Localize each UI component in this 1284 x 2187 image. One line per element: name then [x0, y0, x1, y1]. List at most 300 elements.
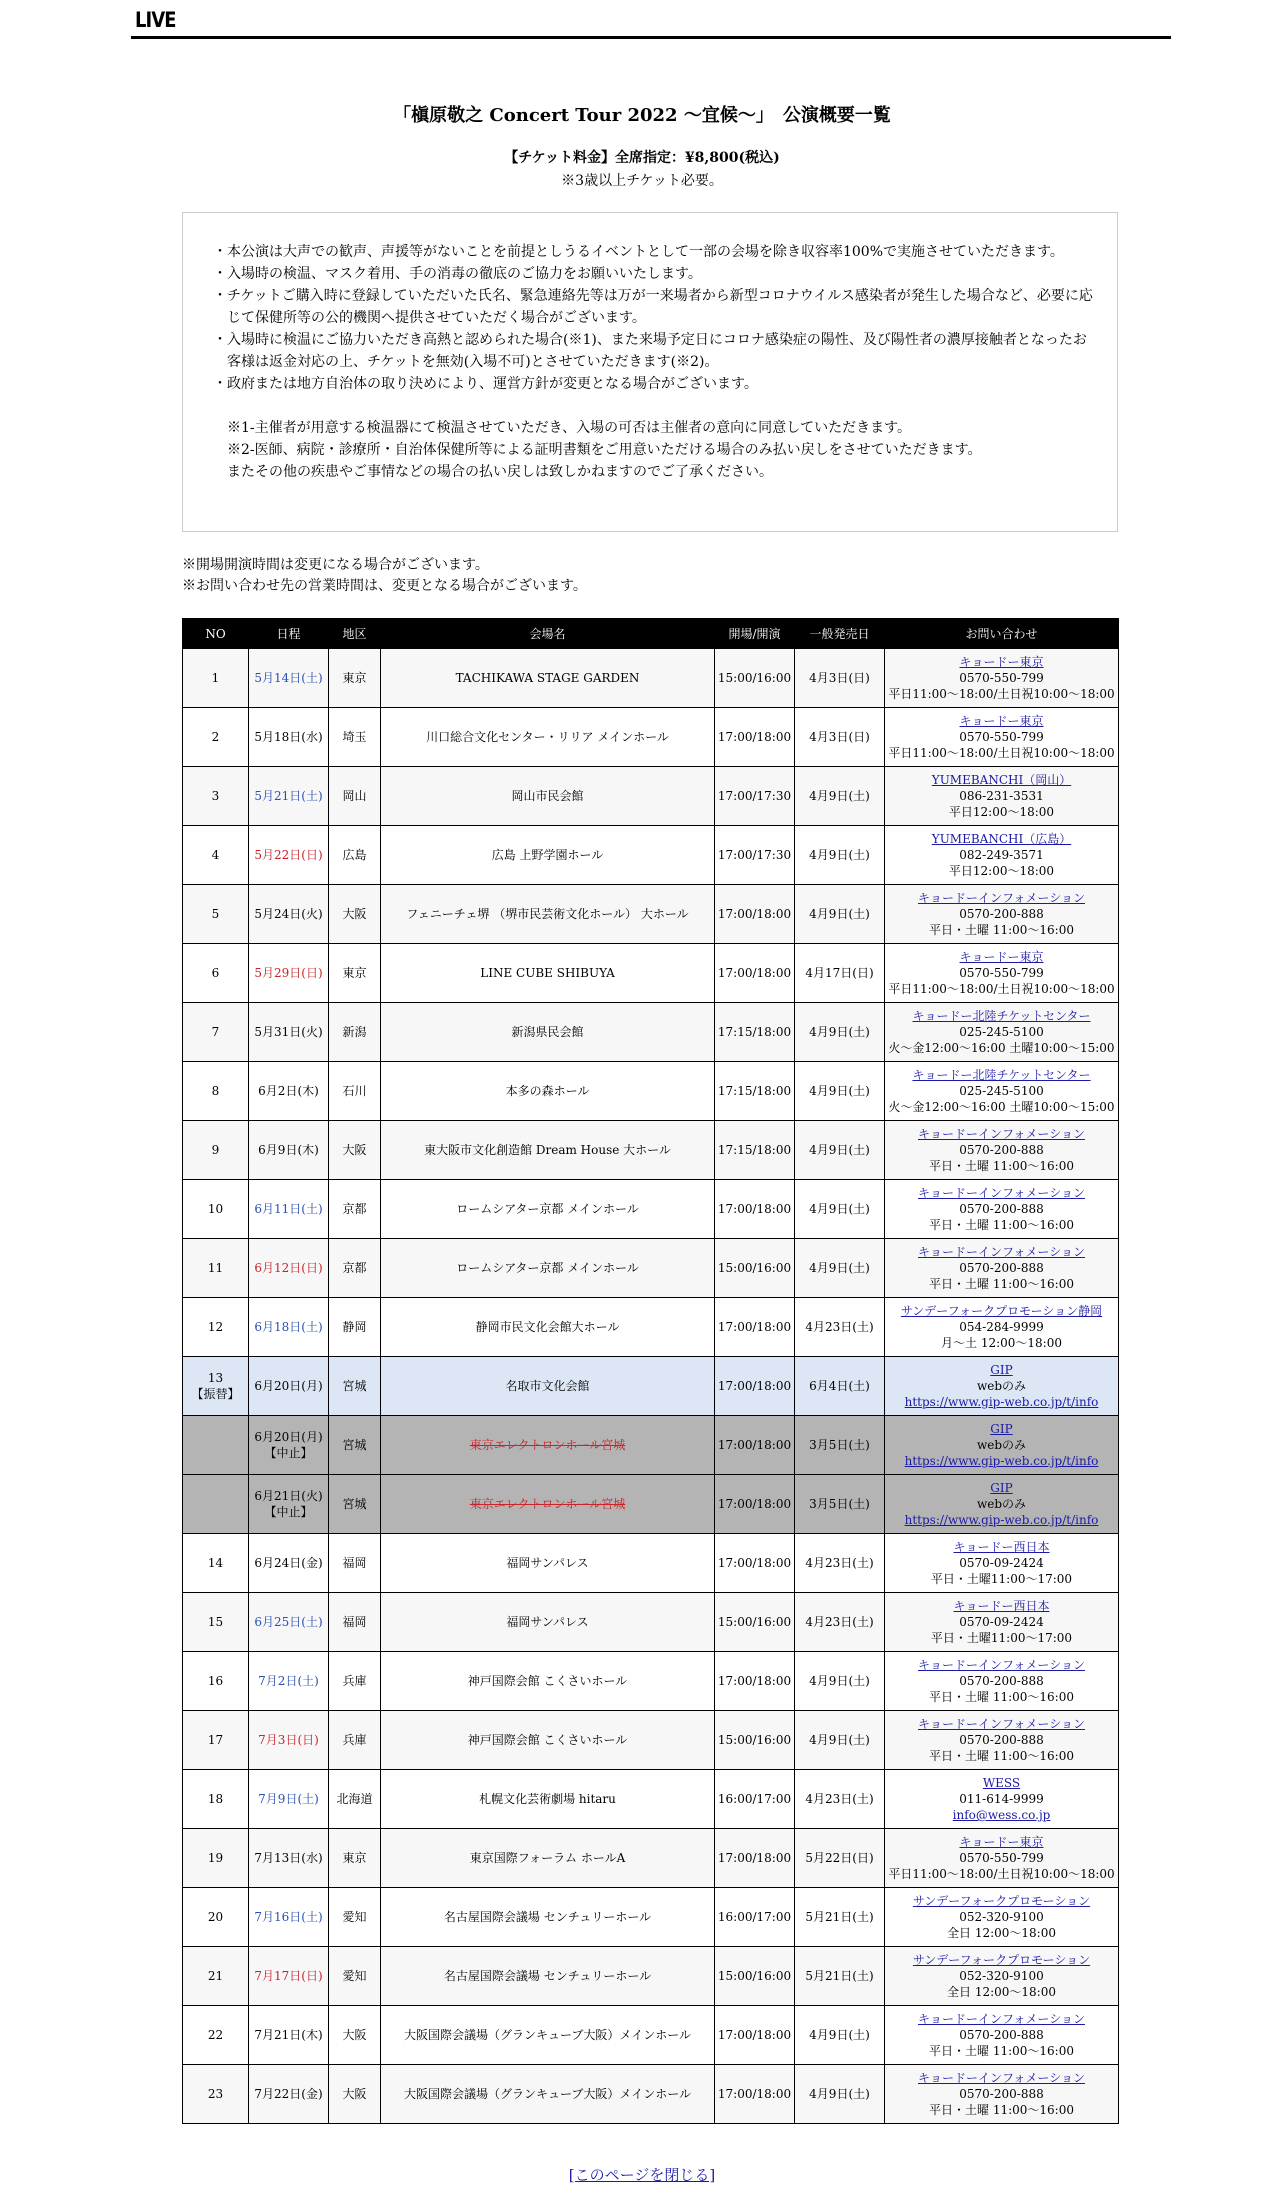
cell-date	[249, 1298, 329, 1357]
note-line: ※お問い合わせ先の営業時間は、変更となる場合がございます。	[182, 578, 587, 594]
cell-sale-date: 4月23日(土)	[795, 1593, 885, 1652]
col-header-area: 地区	[329, 619, 381, 649]
contact-link[interactable]: キョードーインフォメーション	[918, 2012, 1085, 2026]
row-number: 22	[207, 2028, 224, 2042]
cell-date	[249, 1652, 329, 1711]
row-number: 16	[207, 1674, 224, 1688]
venue-name: LINE CUBE SHIBUYA	[480, 966, 615, 980]
cell-area: 東京	[329, 649, 381, 708]
contact-link[interactable]: キョードーインフォメーション	[918, 1658, 1085, 1672]
cell-venue	[381, 767, 715, 826]
contact-tel: 0570-550-799	[959, 1851, 1044, 1865]
contact-hours: 平日・土曜11:00～17:00	[930, 1631, 1073, 1645]
cell-date	[249, 1593, 329, 1652]
contact-name	[887, 831, 1116, 847]
cell-sale-date: 3月5日(土)	[795, 1416, 885, 1475]
cell-time: 17:00/18:00	[715, 1829, 795, 1888]
contact-hours: 平日12:00～18:00	[948, 805, 1055, 819]
contact-link[interactable]: キョードー東京	[959, 714, 1044, 728]
contact-link[interactable]: キョードー東京	[959, 655, 1044, 669]
note-line: ※開場開演時間は変更になる場合がございます。	[182, 557, 489, 573]
cell-area: 石川	[329, 1062, 381, 1121]
venue-name: ロームシアター京都 メインホール	[456, 1202, 639, 1216]
date-text: 6月11日(土)	[254, 1202, 323, 1216]
cell-venue	[381, 2065, 715, 2124]
venue-name: 岡山市民会館	[511, 789, 584, 803]
cell-contact	[885, 1003, 1119, 1062]
cell-sale-date: 4月9日(土)	[795, 1062, 885, 1121]
contact-link[interactable]: キョードーインフォメーション	[918, 1186, 1085, 1200]
notice-box	[182, 212, 1118, 532]
cell-venue	[381, 1829, 715, 1888]
venue-name: 広島 上野学園ホール	[491, 848, 604, 862]
cell-contact	[885, 1239, 1119, 1298]
cell-time: 15:00/16:00	[715, 649, 795, 708]
contact-name	[887, 1539, 1116, 1555]
venue-name: ロームシアター京都 メインホール	[456, 1261, 639, 1275]
date-status: 【中止】	[264, 1505, 313, 1519]
table-row	[183, 1121, 1119, 1180]
notice-item: ・入場時の検温、マスク着用、手の消毒の徹底のご協力をお願いいたします。	[213, 266, 702, 282]
contact-hours	[887, 1807, 1116, 1823]
cell-no	[183, 826, 249, 885]
cell-area: 大阪	[329, 885, 381, 944]
contact-name	[887, 772, 1116, 788]
contact-hours: 平日11:00～18:00/土日祝10:00～18:00	[888, 746, 1115, 760]
cell-sale-date: 4月3日(日)	[795, 708, 885, 767]
cell-area: 兵庫	[329, 1652, 381, 1711]
date-text: 5月24日(火)	[254, 907, 323, 921]
contact-tel: 0570-200-888	[959, 1674, 1044, 1688]
cell-contact	[885, 885, 1119, 944]
date-text: 6月9日(木)	[258, 1143, 319, 1157]
cell-area: 愛知	[329, 1888, 381, 1947]
cell-venue	[381, 944, 715, 1003]
cell-no	[183, 649, 249, 708]
cell-date	[249, 1711, 329, 1770]
cell-no	[183, 1711, 249, 1770]
cell-no	[183, 1829, 249, 1888]
venue-name: 本多の森ホール	[505, 1084, 590, 1098]
live-logo[interactable]: LIVE	[135, 8, 176, 32]
cell-no	[183, 1416, 249, 1475]
cell-contact	[885, 767, 1119, 826]
close-page-link[interactable]: [このページを閉じる]	[568, 2166, 716, 2184]
cell-no	[183, 1770, 249, 1829]
cell-area: 京都	[329, 1180, 381, 1239]
cell-contact	[885, 2065, 1119, 2124]
row-number: 1	[211, 671, 220, 685]
contact-hours: 平日・土曜 11:00～16:00	[929, 1159, 1074, 1173]
cell-sale-date: 4月9日(土)	[795, 767, 885, 826]
cell-venue	[381, 2006, 715, 2065]
col-header-date: 日程	[249, 619, 329, 649]
cell-no	[183, 1534, 249, 1593]
contact-tel: 0570-550-799	[959, 671, 1044, 685]
cell-area: 東京	[329, 1829, 381, 1888]
cell-sale-date: 4月23日(土)	[795, 1534, 885, 1593]
contact-tel: 0570-550-799	[959, 730, 1044, 744]
table-row	[183, 1003, 1119, 1062]
table-row	[183, 1298, 1119, 1357]
cell-venue	[381, 708, 715, 767]
row-number: 3	[211, 789, 220, 803]
table-row	[183, 708, 1119, 767]
cell-time: 17:00/18:00	[715, 1180, 795, 1239]
spacer	[213, 395, 1097, 417]
cell-sale-date: 4月9日(土)	[795, 1711, 885, 1770]
date-text: 5月31日(火)	[254, 1025, 323, 1039]
contact-tel: webのみ	[976, 1438, 1027, 1452]
notice-footnote: ※1-主催者が用意する検温器にて検温させていただき、入場の可否は主催者の意向に同意していただきます。	[227, 420, 911, 436]
contact-link[interactable]: WESS	[982, 1776, 1021, 1790]
notice-footnote: ※2-医師、病院・診療所・自治体保健所等による証明書類をご用意いただける場合のみ払い戻しをさせていただきます。	[227, 442, 982, 458]
cell-sale-date: 4月23日(土)	[795, 1770, 885, 1829]
cell-sale-date: 4月17日(日)	[795, 944, 885, 1003]
contact-link[interactable]: キョードー東京	[959, 1835, 1044, 1849]
contact-web-link[interactable]: https://www.gip-web.co.jp/t/info	[904, 1513, 1099, 1527]
cell-time: 17:15/18:00	[715, 1121, 795, 1180]
cell-no	[183, 2065, 249, 2124]
venue-name: 福岡サンパレス	[506, 1556, 589, 1570]
cell-venue	[381, 649, 715, 708]
cell-contact	[885, 1711, 1119, 1770]
cell-time: 17:00/17:30	[715, 767, 795, 826]
contact-link[interactable]: YUMEBANCHI（岡山）	[931, 773, 1072, 787]
contact-hours: 平日・土曜 11:00～16:00	[929, 1690, 1074, 1704]
schedule-body	[183, 649, 1119, 2124]
cell-time: 15:00/16:00	[715, 1711, 795, 1770]
table-row	[183, 1593, 1119, 1652]
cell-no	[183, 1593, 249, 1652]
contact-link[interactable]: キョードーインフォメーション	[918, 1717, 1085, 1731]
cell-area: 広島	[329, 826, 381, 885]
venue-name: 福岡サンパレス	[506, 1615, 589, 1629]
row-number: 9	[211, 1143, 220, 1157]
table-row	[183, 1770, 1119, 1829]
table-row	[183, 2065, 1119, 2124]
contact-hours: 平日・土曜 11:00～16:00	[929, 1218, 1074, 1232]
contact-hours: 平日・土曜11:00～17:00	[930, 1572, 1073, 1586]
cell-contact	[885, 1947, 1119, 2006]
row-number: 12	[207, 1320, 224, 1334]
cell-time: 17:00/17:30	[715, 826, 795, 885]
venue-name: 東大阪市文化創造館 Dream House 大ホール	[424, 1143, 671, 1157]
cell-venue	[381, 1888, 715, 1947]
cell-venue	[381, 1652, 715, 1711]
cell-venue	[381, 1062, 715, 1121]
contact-hours	[887, 1512, 1116, 1528]
cell-contact	[885, 1121, 1119, 1180]
cell-venue	[381, 1947, 715, 2006]
cell-contact	[885, 1888, 1119, 1947]
table-row	[183, 767, 1119, 826]
cell-no	[183, 1062, 249, 1121]
contact-link[interactable]: YUMEBANCHI（広島）	[931, 832, 1072, 846]
cell-date	[249, 2065, 329, 2124]
cell-no	[183, 1475, 249, 1534]
cell-date	[249, 708, 329, 767]
cell-date	[249, 885, 329, 944]
cell-date	[249, 2006, 329, 2065]
row-number: 11	[207, 1261, 224, 1275]
cell-time: 15:00/16:00	[715, 1593, 795, 1652]
table-row	[183, 2006, 1119, 2065]
cell-venue	[381, 885, 715, 944]
venue-name: 名古屋国際会議場 センチュリーホール	[443, 1969, 652, 1983]
cell-no	[183, 2006, 249, 2065]
contact-web-link[interactable]: https://www.gip-web.co.jp/t/info	[904, 1395, 1099, 1409]
cell-area: 埼玉	[329, 708, 381, 767]
cell-contact	[885, 1416, 1119, 1475]
cell-no	[183, 1357, 249, 1416]
contact-link[interactable]: サンデーフォークプロモーション	[912, 1953, 1091, 1967]
cell-time: 17:00/18:00	[715, 2065, 795, 2124]
contact-link[interactable]: サンデーフォークプロモーション	[912, 1894, 1091, 1908]
cell-contact	[885, 649, 1119, 708]
cell-contact	[885, 1062, 1119, 1121]
date-text: 5月14日(土)	[254, 671, 323, 685]
cell-date	[249, 1357, 329, 1416]
table-row	[183, 1711, 1119, 1770]
cell-date	[249, 1888, 329, 1947]
cell-sale-date: 4月9日(土)	[795, 1003, 885, 1062]
date-text: 7月9日(土)	[258, 1792, 319, 1806]
cell-time: 17:00/18:00	[715, 1357, 795, 1416]
row-number: 7	[211, 1025, 220, 1039]
cell-no	[183, 708, 249, 767]
contact-hours: 平日・土曜 11:00～16:00	[929, 923, 1074, 937]
contact-name	[887, 890, 1116, 906]
cell-sale-date: 4月9日(土)	[795, 826, 885, 885]
cell-contact	[885, 1593, 1119, 1652]
contact-tel: 052-320-9100	[959, 1969, 1044, 1983]
cell-area: 北海道	[329, 1770, 381, 1829]
contact-tel: 0570-200-888	[959, 907, 1044, 921]
cell-sale-date: 3月5日(土)	[795, 1475, 885, 1534]
contact-name	[887, 1952, 1116, 1968]
cell-contact	[885, 1534, 1119, 1593]
close-page-area	[0, 2164, 1284, 2185]
cell-date	[249, 1770, 329, 1829]
date-text: 7月16日(土)	[254, 1910, 323, 1924]
venue-name: フェニーチェ堺 （堺市民芸術文化ホール） 大ホール	[406, 907, 689, 921]
cell-venue	[381, 1239, 715, 1298]
cell-area: 宮城	[329, 1416, 381, 1475]
notice-item: ・政府または地方自治体の取り決めにより、運営方針が変更となる場合がございます。	[213, 376, 758, 392]
row-number: 19	[207, 1851, 224, 1865]
cell-no	[183, 1003, 249, 1062]
contact-link[interactable]: キョードー西日本	[953, 1599, 1050, 1613]
table-row	[183, 1239, 1119, 1298]
row-number: 8	[211, 1084, 220, 1098]
venue-name: 大阪国際会議場（グランキューブ大阪）メインホール	[404, 2028, 691, 2042]
page-title: 「槇原敬之 Concert Tour 2022 ～宜候～」 公演概要一覧	[393, 105, 891, 126]
cell-no	[183, 1298, 249, 1357]
cell-sale-date: 4月9日(土)	[795, 2006, 885, 2065]
row-number: 2	[211, 730, 220, 744]
venue-name: 名取市文化会館	[505, 1379, 590, 1393]
contact-link[interactable]: キョードー西日本	[953, 1540, 1050, 1554]
cell-venue	[381, 826, 715, 885]
contact-name	[887, 713, 1116, 729]
contact-link[interactable]: キョードー東京	[959, 950, 1044, 964]
cell-area: 大阪	[329, 2065, 381, 2124]
contact-tel: 0570-09-2424	[959, 1615, 1044, 1629]
contact-link[interactable]: GIP	[990, 1481, 1013, 1495]
contact-hours	[887, 1453, 1116, 1469]
contact-name	[887, 2070, 1116, 2086]
col-header-venue: 会場名	[381, 619, 715, 649]
contact-link[interactable]: キョードー北陸チケットセンター	[912, 1068, 1091, 1082]
cell-date	[249, 1416, 329, 1475]
cell-sale-date: 4月9日(土)	[795, 2065, 885, 2124]
contact-web-link[interactable]: info@wess.co.jp	[952, 1808, 1051, 1822]
contact-link[interactable]: キョードーインフォメーション	[918, 1245, 1085, 1259]
cell-date	[249, 649, 329, 708]
contact-web-link[interactable]: https://www.gip-web.co.jp/t/info	[904, 1454, 1099, 1468]
cell-date	[249, 1475, 329, 1534]
site-header	[131, 0, 1171, 39]
row-number: 15	[207, 1615, 224, 1629]
row-number: 6	[211, 966, 220, 980]
table-header-row	[183, 619, 1119, 649]
contact-hours: 全日 12:00～18:00	[947, 1985, 1056, 1999]
date-text: 7月3日(日)	[258, 1733, 319, 1747]
cell-time: 17:00/18:00	[715, 1475, 795, 1534]
date-text: 6月21日(火)	[254, 1489, 323, 1503]
cell-area: 福岡	[329, 1593, 381, 1652]
col-header-no: NO	[183, 619, 249, 649]
cell-date	[249, 1180, 329, 1239]
col-header-time: 開場/開演	[715, 619, 795, 649]
contact-link[interactable]: サンデーフォークプロモーション静岡	[900, 1304, 1103, 1318]
contact-tel: 086-231-3531	[959, 789, 1044, 803]
date-text: 7月22日(金)	[254, 2087, 323, 2101]
contact-link[interactable]: キョードーインフォメーション	[918, 1127, 1085, 1141]
contact-name	[887, 1480, 1116, 1496]
venue-name: 静岡市民文化会館大ホール	[475, 1320, 620, 1334]
cell-date	[249, 944, 329, 1003]
venue-name: 新潟県民会館	[511, 1025, 584, 1039]
cell-contact	[885, 1770, 1119, 1829]
contact-link[interactable]: キョードー北陸チケットセンター	[912, 1009, 1091, 1023]
cell-time: 17:00/18:00	[715, 944, 795, 1003]
cell-contact	[885, 1298, 1119, 1357]
contact-link[interactable]: キョードーインフォメーション	[918, 891, 1085, 905]
cell-sale-date: 4月9日(土)	[795, 885, 885, 944]
date-text: 6月12日(日)	[254, 1261, 323, 1275]
date-text: 6月24日(金)	[254, 1556, 323, 1570]
cell-contact	[885, 1652, 1119, 1711]
cell-area: 岡山	[329, 767, 381, 826]
cell-sale-date: 4月9日(土)	[795, 1239, 885, 1298]
row-number-note: 【振替】	[191, 1387, 240, 1401]
cell-contact	[885, 826, 1119, 885]
contact-hours: 平日11:00～18:00/土日祝10:00～18:00	[888, 982, 1115, 996]
notice-item: ・本公演は大声での歓声、声援等がないことを前提としうるイベントとして一部の会場を除き収容率100%で実施させていただきます。	[213, 244, 1064, 260]
cell-venue	[381, 1416, 715, 1475]
cell-area: 兵庫	[329, 1711, 381, 1770]
cell-contact	[885, 1357, 1119, 1416]
row-number: 23	[207, 2087, 224, 2101]
contact-tel: 0570-200-888	[959, 1733, 1044, 1747]
cell-area: 静岡	[329, 1298, 381, 1357]
cell-sale-date: 5月21日(土)	[795, 1888, 885, 1947]
row-number: 18	[207, 1792, 224, 1806]
contact-name	[887, 1775, 1116, 1791]
contact-name	[887, 1716, 1116, 1732]
cell-sale-date: 5月22日(日)	[795, 1829, 885, 1888]
table-row	[183, 826, 1119, 885]
contact-tel: 052-320-9100	[959, 1910, 1044, 1924]
cell-area: 大阪	[329, 1121, 381, 1180]
contact-link[interactable]: GIP	[990, 1422, 1013, 1436]
table-row	[183, 1416, 1119, 1475]
table-row	[183, 1829, 1119, 1888]
cell-sale-date: 4月9日(土)	[795, 1652, 885, 1711]
contact-name	[887, 1893, 1116, 1909]
ticket-price: 【チケット料金】全席指定：¥8,800(税込)	[504, 150, 780, 166]
cell-contact	[885, 1829, 1119, 1888]
cell-venue	[381, 1298, 715, 1357]
contact-tel: 054-284-9999	[959, 1320, 1044, 1334]
cell-time: 16:00/17:00	[715, 1888, 795, 1947]
contact-link[interactable]: GIP	[990, 1363, 1013, 1377]
contact-hours: 平日11:00～18:00/土日祝10:00～18:00	[888, 1867, 1115, 1881]
date-text: 6月25日(土)	[254, 1615, 323, 1629]
col-header-sale-date: 一般発売日	[795, 619, 885, 649]
cell-contact	[885, 2006, 1119, 2065]
venue-name: 神戸国際会館 こくさいホール	[467, 1674, 628, 1688]
notice-item: ・チケットご購入時に登録していただいた氏名、緊急連絡先等は万が一来場者から新型コロナウイルス感染者が発生した場合など、必要に応じて保健所等の公的機関へ提供させていただく場合がございます。	[213, 288, 1093, 326]
cell-no	[183, 944, 249, 1003]
contact-tel: webのみ	[976, 1497, 1027, 1511]
contact-hours: 平日・土曜 11:00～16:00	[929, 2044, 1074, 2058]
row-number: 17	[207, 1733, 224, 1747]
table-row	[183, 885, 1119, 944]
venue-name: 大阪国際会議場（グランキューブ大阪）メインホール	[404, 2087, 691, 2101]
venue-name: 川口総合文化センター・リリア メインホール	[426, 730, 669, 744]
cell-no	[183, 1121, 249, 1180]
contact-name	[887, 1008, 1116, 1024]
cell-no	[183, 1947, 249, 2006]
contact-tel: 0570-550-799	[959, 966, 1044, 980]
cell-no	[183, 1180, 249, 1239]
cell-time: 17:00/18:00	[715, 1534, 795, 1593]
cell-venue	[381, 1534, 715, 1593]
contact-tel: webのみ	[976, 1379, 1027, 1393]
date-text: 7月21日(木)	[254, 2028, 323, 2042]
cell-venue	[381, 1475, 715, 1534]
cell-venue	[381, 1357, 715, 1416]
cell-date	[249, 1121, 329, 1180]
contact-hours	[887, 1394, 1116, 1410]
contact-link[interactable]: キョードーインフォメーション	[918, 2071, 1085, 2085]
contact-tel: 0570-200-888	[959, 2087, 1044, 2101]
notice-item: ・入場時に検温にご協力いただき高熱と認められた場合(※1)、また来場予定日にコロナ感染症の陽性、及び陽性者の濃厚接触者となったお客様は返金対応の上、チケットを無効(入場不可)とさせていただきます(※2)。	[213, 332, 1087, 370]
contact-name	[887, 1185, 1116, 1201]
contact-hours: 平日・土曜 11:00～16:00	[929, 2103, 1074, 2117]
cell-contact	[885, 1475, 1119, 1534]
cell-time: 17:00/18:00	[715, 1416, 795, 1475]
venue-name: TACHIKAWA STAGE GARDEN	[455, 671, 640, 685]
cell-time: 17:00/18:00	[715, 708, 795, 767]
cell-area: 宮城	[329, 1357, 381, 1416]
contact-hours: 平日・土曜 11:00～16:00	[929, 1277, 1074, 1291]
contact-tel: 0570-200-888	[959, 1143, 1044, 1157]
row-number: 14	[207, 1556, 224, 1570]
